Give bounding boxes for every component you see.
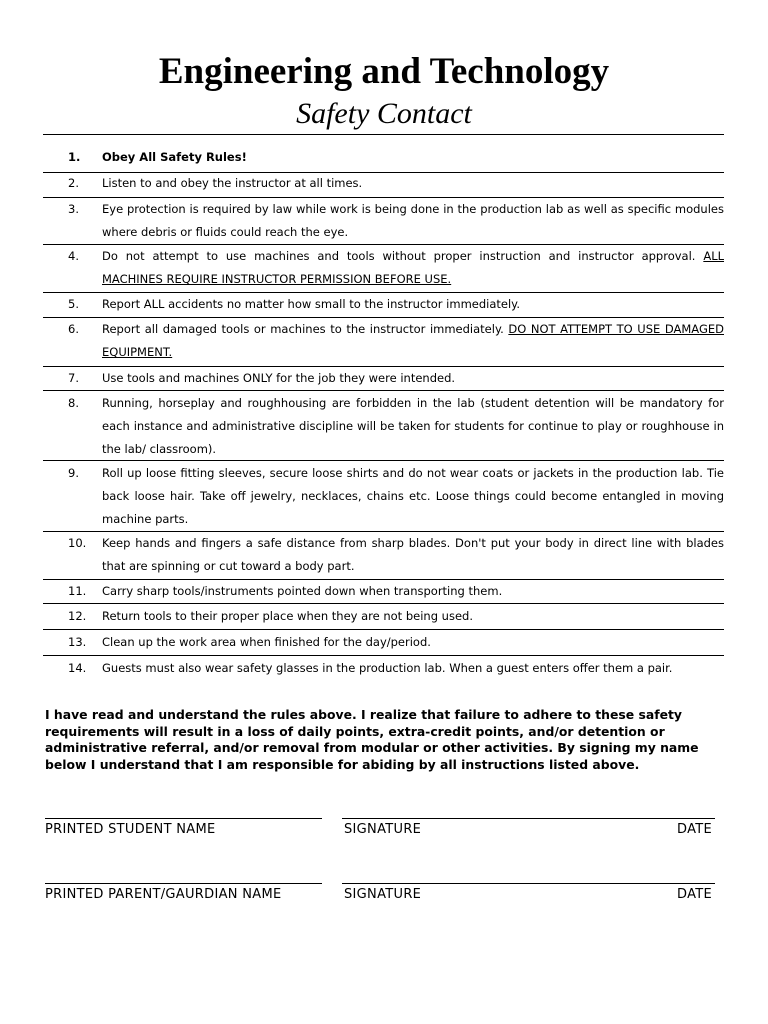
rule-text: Guests must also wear safety glasses in the production lab. When a guest enters offer them a pair. xyxy=(102,661,673,675)
rule-text: Running, horseplay and roughhousing are forbidden in the lab (student detention will be mandatory for each instance and administrative discipline will be taken for students for continue to play or roughhouse in the lab/ classroom). xyxy=(102,396,724,456)
rule-divider xyxy=(43,655,724,656)
parent-name-line[interactable] xyxy=(45,883,322,884)
parent-name-label: PRINTED PARENT/GAURDIAN NAME xyxy=(45,887,282,902)
rule-number: 5. xyxy=(68,297,79,311)
rule-number: 3. xyxy=(68,202,79,216)
rule-number: 7. xyxy=(68,371,79,385)
acknowledgement-statement: I have read and understand the rules above. I realize that failure to adhere to these safety requirements will result in a loss of daily points, extra-credit points, and/or detention or administrative referral, and/or removal from modular or other activities. By signing my name below I understand that I am responsible for abiding by all instructions listed above. xyxy=(45,707,699,772)
rule-emphasis: DO NOT ATTEMPT TO USE DAMAGED EQUIPMENT. xyxy=(102,322,724,359)
rule-number: 4. xyxy=(68,249,79,263)
document-subtitle: Safety Contact xyxy=(296,97,472,130)
rule-text: Do not attempt to use machines and tools without proper instruction and instructor approval. ALL MACHINES REQUIRE INSTRUCTOR PERMISSION BEFORE USE. xyxy=(102,249,725,286)
parent-signature-line[interactable] xyxy=(342,883,715,884)
rule-text: Return tools to their proper place when they are not being used. xyxy=(102,609,473,623)
rule-number: 1. xyxy=(68,150,81,164)
rule-text: Report all damaged tools or machines to the instructor immediately. DO NOT ATTEMPT TO USE DAMAGED EQUIPMENT. xyxy=(102,322,724,359)
rule-number: 14. xyxy=(68,661,87,675)
signature-label-2: SIGNATURE xyxy=(344,887,422,902)
rule-divider xyxy=(43,603,724,604)
document-title: Engineering and Technology xyxy=(158,51,610,92)
date-label-2: DATE xyxy=(677,887,713,902)
date-label: DATE xyxy=(677,822,713,837)
rule-number: 2. xyxy=(68,176,79,190)
rule-number: 8. xyxy=(68,396,79,410)
rule-number: 9. xyxy=(68,466,79,480)
rule-text: Keep hands and fingers a safe distance from sharp blades. Don't put your body in direct line with blades that are spinning or cut toward a body part. xyxy=(102,536,724,573)
rule-text: Report ALL accidents no matter how small to the instructor immediately. xyxy=(102,297,520,311)
rule-text: Listen to and obey the instructor at all times. xyxy=(102,176,363,190)
rule-divider xyxy=(43,629,724,630)
rule-emphasis: ALL MACHINES REQUIRE INSTRUCTOR PERMISSION BEFORE USE. xyxy=(102,249,725,286)
rule-number: 11. xyxy=(68,584,87,598)
rule-text: Obey All Safety Rules! xyxy=(102,150,247,164)
student-name-label: PRINTED STUDENT NAME xyxy=(45,822,216,837)
signature-label: SIGNATURE xyxy=(344,822,422,837)
rule-number: 13. xyxy=(68,635,87,649)
rule-divider xyxy=(43,390,724,391)
rule-divider xyxy=(43,460,724,461)
rule-text: Roll up loose fitting sleeves, secure loose shirts and do not wear coats or jackets in the production lab. Tie back loose hair. Take off jewelry, necklaces, chains etc. Loose things could become entangled in moving machine parts. xyxy=(102,466,724,526)
student-name-line[interactable] xyxy=(45,818,322,819)
rule-text: Carry sharp tools/instruments pointed down when transporting them. xyxy=(102,584,503,598)
rule-text: Clean up the work area when finished for the day/period. xyxy=(102,635,431,649)
rule-number: 6. xyxy=(68,322,79,336)
rule-number: 12. xyxy=(68,609,87,623)
student-signature-line[interactable] xyxy=(342,818,715,819)
rule-number: 10. xyxy=(68,536,87,550)
rule-text: Eye protection is required by law while work is being done in the production lab as well as specific modules where debris or fluids could reach the eye. xyxy=(102,202,724,239)
rule-text: Use tools and machines ONLY for the job they were intended. xyxy=(102,371,456,385)
